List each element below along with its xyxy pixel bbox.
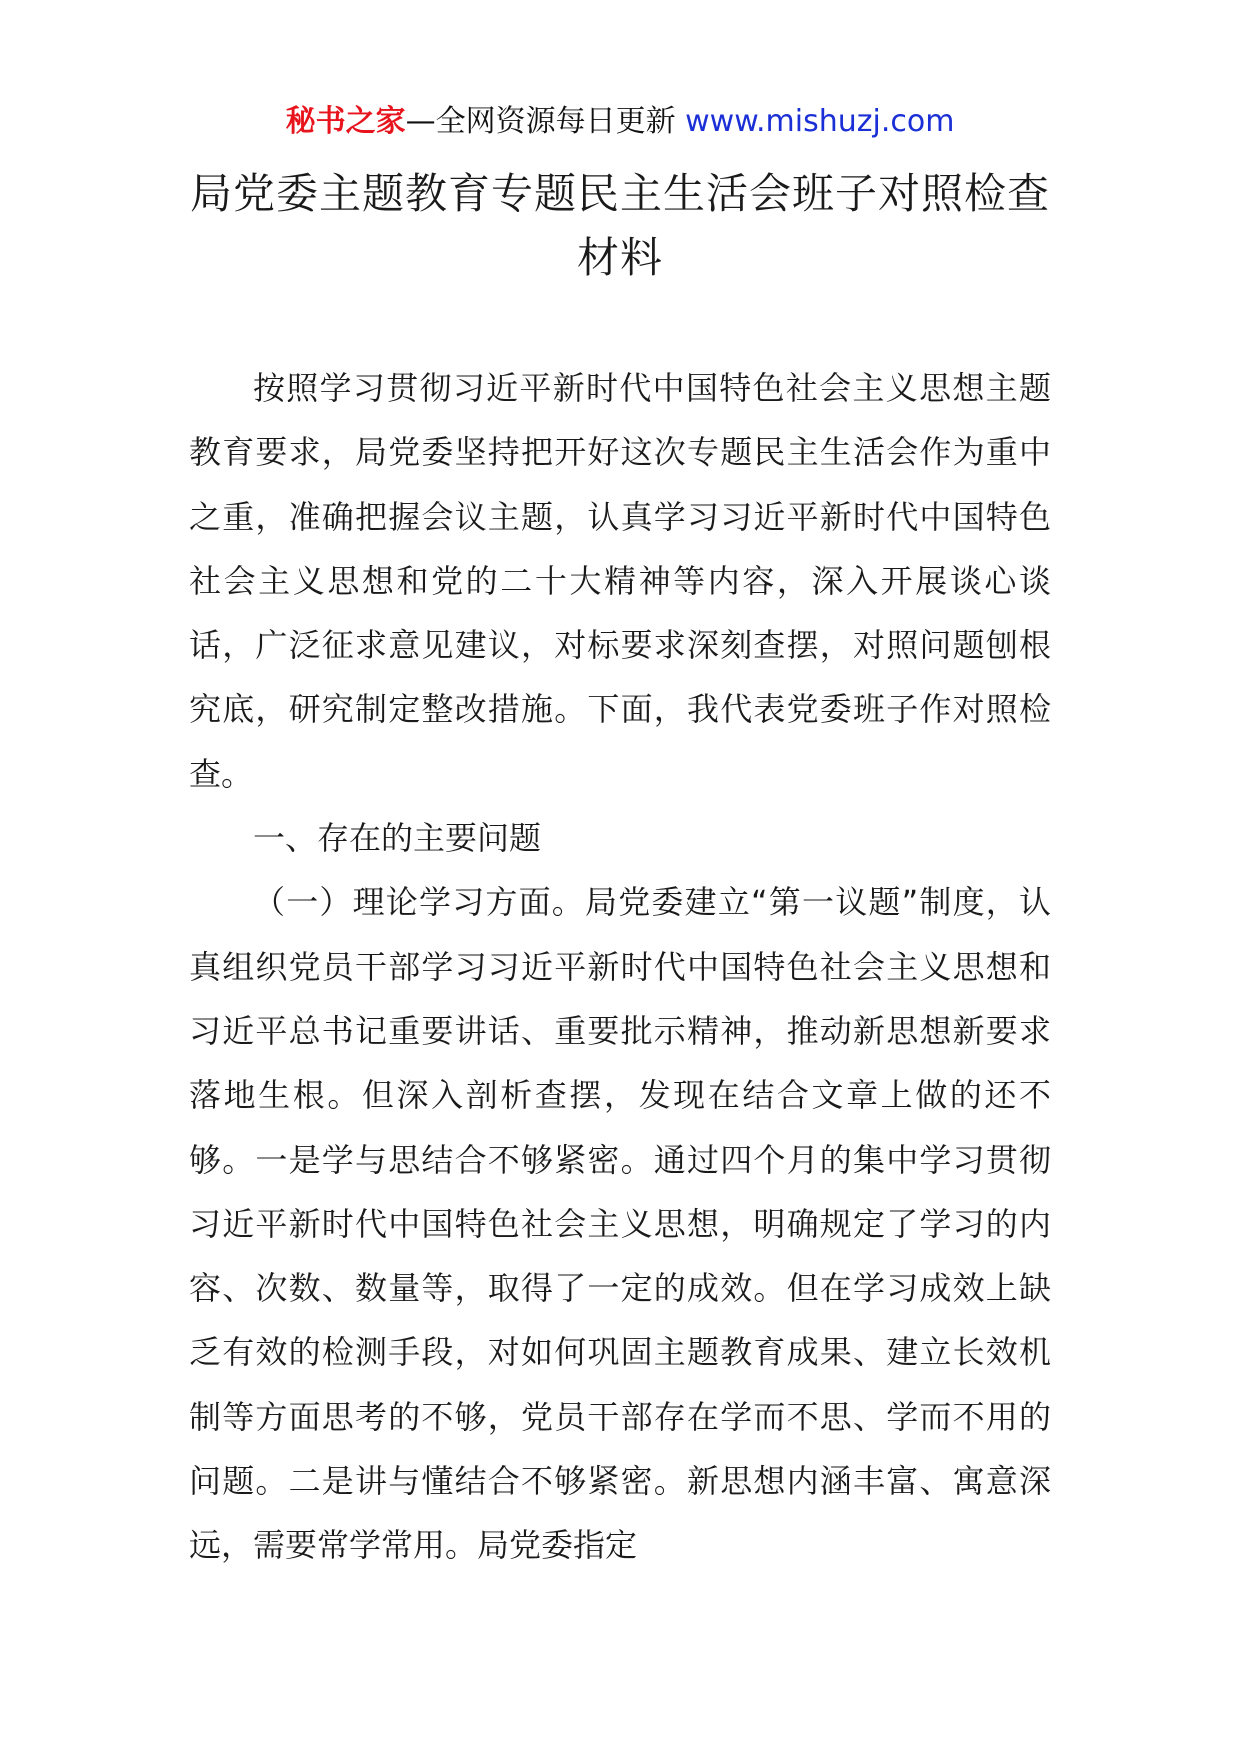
site-brand: 秘书之家 — [285, 104, 406, 139]
body-paragraph: （一）理论学习方面。局党委建立“第一议题”制度，认真组织党员干部学习习近平新时代中国特色社会主义思想和习近平总书记重要讲话、重要批示精神，推动新思想新要求落地生根。但深入剖析查摆，发现在结合文章上做的还不够。一是学与思结合不够紧密。通过四个月的集中学习贯彻习近平新时代中国特色社会主义思想，明确规定了学习的内容、次数、数量等，取得了一定的成效。但在学习成效上缺乏有效的检测手段，对如何巩固主题教育成果、建立长效机制等方面思考的不够，党员干部存在学而不思、学而不用的问题。二是讲与懂结合不够紧密。新思想内涵丰富、寓意深远，需要常学常用。局党委指定 — [189, 883, 1051, 1565]
site-url-link[interactable]: www.mishuzj.com — [685, 104, 955, 139]
site-slogan: —全网资源每日更新 — [405, 104, 686, 139]
section-heading: 一、存在的主要问题 — [253, 819, 542, 858]
document-title: 局党委主题教育专题民主生活会班子对照检查材料 — [190, 169, 1051, 282]
site-header — [0, 100, 1240, 144]
intro-paragraph: 按照学习贯彻习近平新时代中国特色社会主义思想主题教育要求，局党委坚持把开好这次专题民主生活会作为重中之重，准确把握会议主题，认真学习习近平新时代中国特色社会主义思想和党的二十大精神等内容，深入开展谈心谈话，广泛征求意见建议，对标要求深刻查摆，对照问题刨根究底，研究制定整改措施。下面，我代表党委班子作对照检查。 — [189, 369, 1051, 793]
document-body — [189, 356, 1051, 1578]
